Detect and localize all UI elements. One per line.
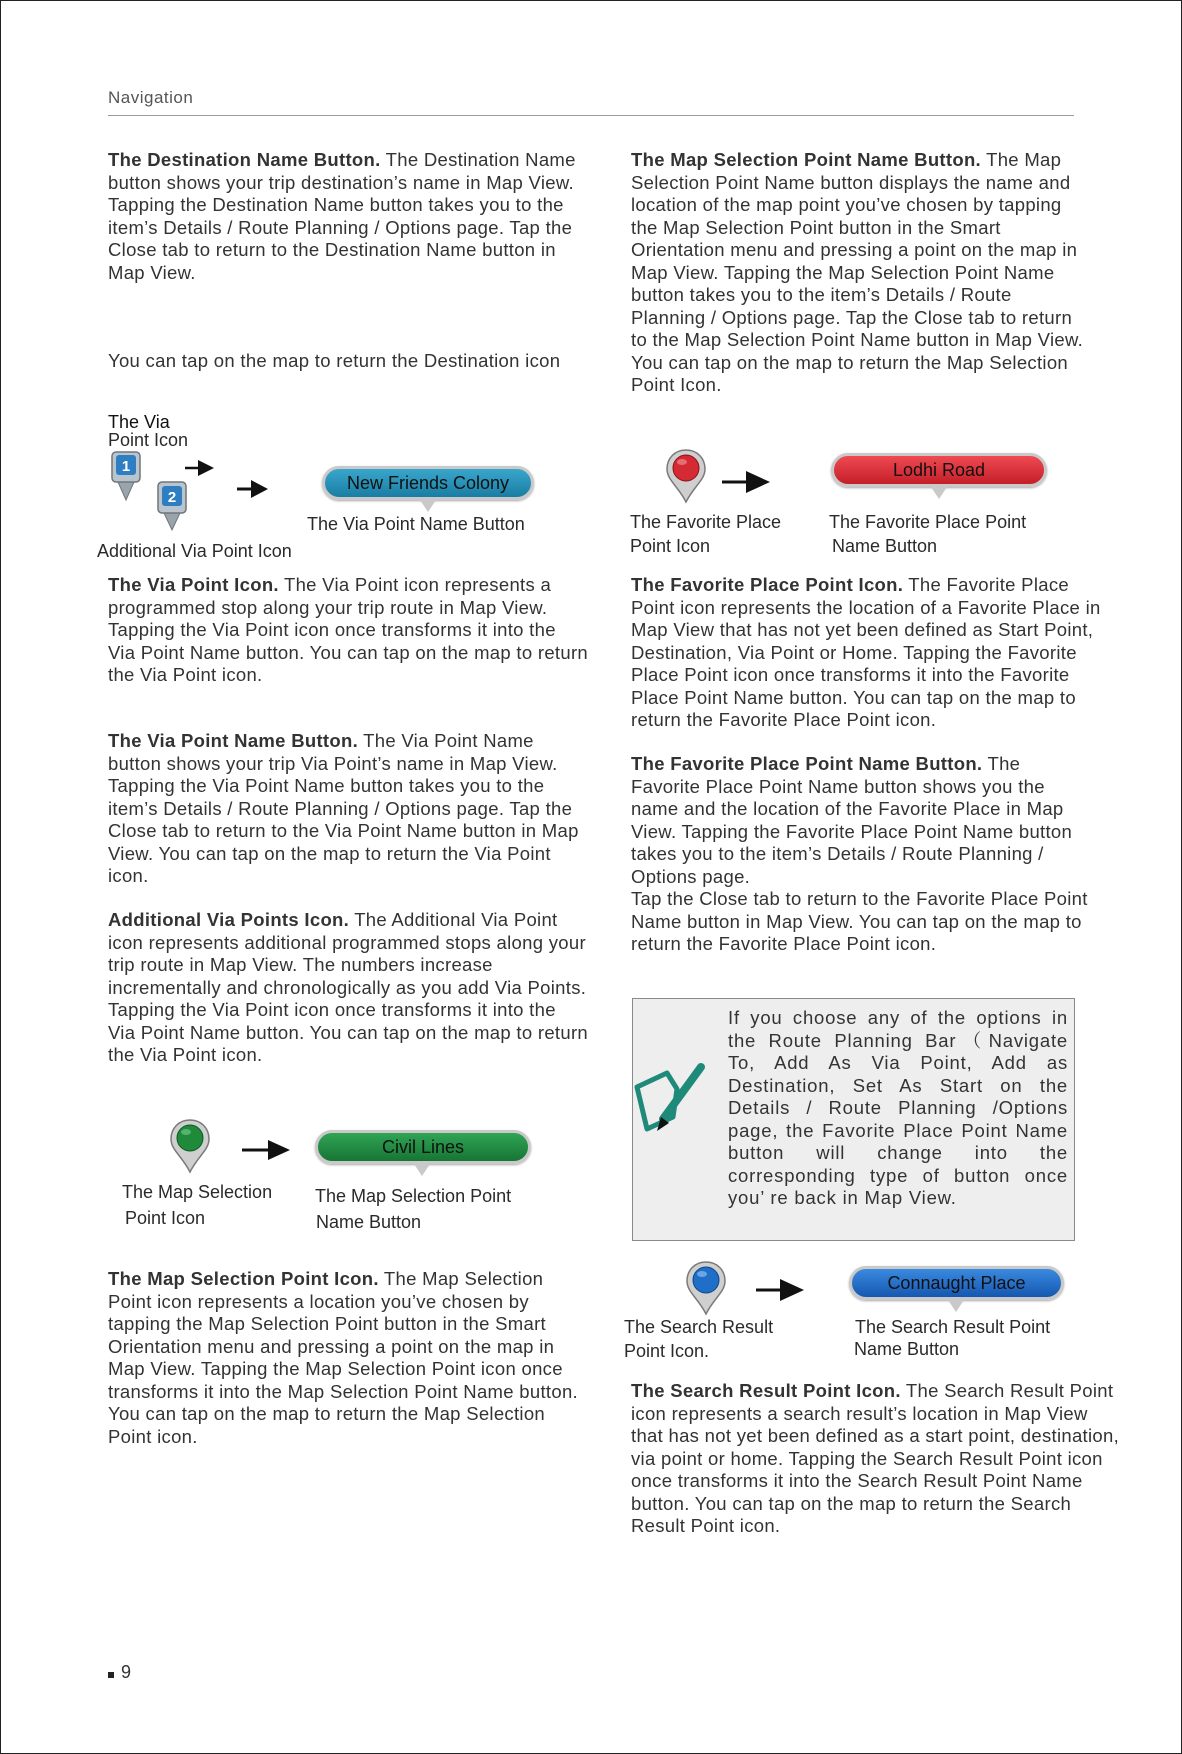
via-point-button-body: The Via Point Name button shows your trip Via Point’s name in Map View. Tapping the Via Point Name button takes you to the item’s Details / Route Planning / Options page. Tap the Close tab to return to the Via Point Name button in Map View. You can tap on the map to return the Via Point icon.: [108, 730, 579, 886]
favorite-icon-body: The Favorite Place Point icon represents the location of a Favorite Place in Map View that has not yet been defined as Start Point, Destination, Via Point or Home. Tapping the Favorite Place Point icon once transforms it into the Favorite Place Point Name button. You can tap on the map to return the Favorite Place Point icon.: [631, 574, 1101, 730]
favorite-close-paragraph: Tap the Close tab to return to the Favorite Place Point Name button in Map View. You can tap on the map to return the Favorite Place Point icon.: [631, 888, 1088, 954]
section-header: Navigation: [108, 88, 194, 107]
favorite-icon-caption-1: The Favorite Place: [630, 512, 782, 532]
search-result-point-icon[interactable]: [684, 1260, 728, 1316]
via-point-icon-body: The Via Point icon represents a programmed stop along your trip route in Map View. Tapping the Via Point icon once transforms it into the Via Point Name button. You can tap on the map to return the Via Point icon.: [108, 574, 589, 685]
via-point-icon-label-2: Point Icon: [108, 430, 189, 450]
map-selection-pill-tail: [414, 1164, 430, 1176]
via-point-button-paragraph: [108, 730, 588, 888]
via-point-icon-title: The Via Point Icon.: [108, 574, 279, 595]
search-icon-caption-1: The Search Result: [624, 1317, 774, 1337]
arrow-right-icon: [756, 1276, 806, 1304]
search-result-name-text: Connaught Place: [887, 1272, 1026, 1293]
search-button-caption-1: The Search Result Point: [855, 1317, 1051, 1337]
search-pill-tail: [948, 1300, 964, 1312]
note-text: If you choose any of the options in the Route Planning Bar（Navigate To, Add As Via Point, Add as Destination, Set As Start on the Details / Route Planning /Options page, the Favorite Place Point Name button will change into the corresponding type of button once you’ re back in Map View.: [728, 1007, 1068, 1208]
additional-via-body: The Additional Via Point icon represents additional programmed stops along your trip route in Map View. The numbers increase incrementally and chronologically as you add Via Points. Tapping the Via Point icon once transforms it into the Via Point Name button. You can tap on the map to return the Via Point icon.: [108, 909, 589, 1065]
return-destination-note: You can tap on the map to return the Destination icon: [108, 350, 561, 371]
arrow-right-icon: [722, 468, 772, 496]
arrow-right-icon: [237, 478, 269, 500]
map-selection-button-paragraph: [631, 149, 1091, 397]
via-point-button-title: The Via Point Name Button.: [108, 730, 359, 751]
additional-via-point-icon-caption: Additional Via Point Icon: [97, 541, 292, 561]
additional-via-title: Additional Via Points Icon.: [108, 909, 350, 930]
via-point-name-text: New Friends Colony: [346, 472, 510, 493]
map-selection-icon-title: The Map Selection Point Icon.: [108, 1268, 379, 1289]
search-icon-caption-2: Point Icon.: [624, 1341, 710, 1361]
map-selection-icon-body: The Map Selection Point icon represents a location you’ve chosen by tapping the Map Selection Point button in the Smart Orientation menu and pressing a point on the map in Map View. Tapping the Map Selection Point icon once transforms it into the Map Selection Point Name button. You can tap on the map to return the Map Selection Point icon.: [108, 1268, 578, 1447]
via-point-1-number: 1: [121, 458, 131, 475]
via-point-name-button-caption: The Via Point Name Button: [307, 514, 525, 534]
search-icon-body: The Search Result Point icon represents a search result’s location in Map View that has not yet been defined as a start point, destination, via point or home. Tapping the Search Result Point icon once transforms it into the Search Result Point Name button. You can tap on the map to return the Search Result Point icon.: [631, 1380, 1120, 1536]
map-selection-point-name-button[interactable]: [315, 1130, 531, 1164]
map-selection-icon-caption-1: The Map Selection: [122, 1182, 273, 1202]
map-selection-point-icon[interactable]: [168, 1118, 212, 1174]
via-pill-tail: [420, 500, 436, 512]
map-selection-button-caption-1: The Map Selection Point: [315, 1186, 512, 1206]
favorite-place-point-icon[interactable]: [664, 448, 708, 504]
page-number: 9: [121, 1662, 132, 1682]
map-selection-button-caption-2: Name Button: [316, 1212, 422, 1232]
header-rule: [108, 115, 1074, 116]
favorite-icon-paragraph: [631, 574, 1101, 732]
map-selection-button-title: The Map Selection Point Name Button.: [631, 149, 981, 170]
destination-button-paragraph: [108, 149, 588, 284]
search-button-caption-2: Name Button: [854, 1339, 960, 1359]
via-point-2-number: 2: [167, 489, 177, 506]
additional-via-paragraph: [108, 909, 588, 1067]
page-number-bullet: [108, 1672, 114, 1678]
map-selection-icon-caption-2: Point Icon: [125, 1208, 206, 1228]
search-result-point-name-button[interactable]: [849, 1266, 1064, 1300]
map-selection-name-text: Civil Lines: [381, 1136, 465, 1157]
map-selection-icon-paragraph: [108, 1268, 588, 1448]
note-box: [632, 998, 1075, 1241]
favorite-pill-tail: [931, 487, 947, 499]
arrow-right-icon: [242, 1138, 292, 1162]
favorite-button-caption-2: Name Button: [832, 536, 938, 556]
favorite-place-point-name-button[interactable]: [831, 453, 1047, 487]
favorite-button-paragraph: [631, 753, 1091, 888]
via-point-icon-label-1: The Via: [108, 412, 170, 432]
favorite-icon-caption-2: Point Icon: [630, 536, 711, 556]
destination-button-body: The Destination Name button shows your trip destination’s name in Map View. Tapping the Destination Name button takes you to the item’s Details / Route Planning / Options page. Tap the Close tab to return to the Destination Name button in Map View.: [108, 149, 576, 283]
map-selection-button-body: The Map Selection Point Name button displays the name and location of the map point you’ve chosen by tapping the Map Selection Point button in the Smart Orientation menu and pressing a point on the map in Map View. Tapping the Map Selection Point Name button takes you to the item’s Details / Route Planning / Options page. Tap the Close tab to return to the Map Selection Point Name button in Map View. You can tap on the map to return the Map Selection Point Icon.: [631, 149, 1084, 395]
via-point-icon-paragraph: [108, 574, 588, 687]
pencil-note-icon: [633, 1059, 713, 1149]
search-icon-title: The Search Result Point Icon.: [631, 1380, 901, 1401]
destination-button-title: The Destination Name Button.: [108, 149, 381, 170]
small-arrow-icon: [185, 460, 214, 476]
favorite-icon-title: The Favorite Place Point Icon.: [631, 574, 904, 595]
favorite-button-title: The Favorite Place Point Name Button.: [631, 753, 983, 774]
via-point-name-button[interactable]: [322, 466, 534, 500]
favorite-button-body: The Favorite Place Point Name button shows you the name and the location of the Favorite Place in Map View. Tapping the Favorite Place Point Name button takes you to the item’s Details / Route Planning / Options page.: [631, 753, 1073, 887]
favorite-place-name-text: Lodhi Road: [892, 459, 986, 480]
favorite-button-caption-1: The Favorite Place Point: [829, 512, 1027, 532]
search-icon-paragraph: [631, 1380, 1121, 1538]
